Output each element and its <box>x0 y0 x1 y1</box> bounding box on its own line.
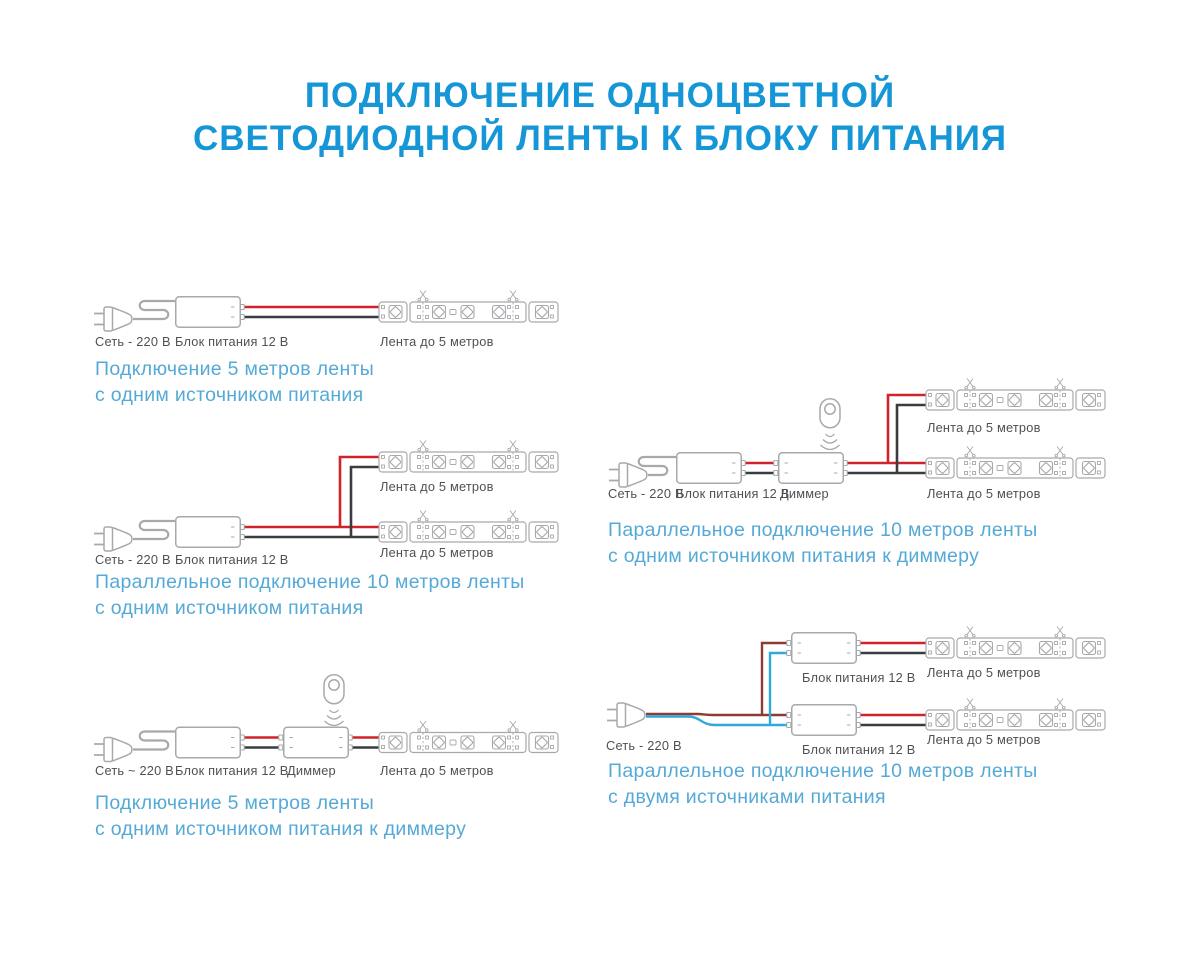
caption-d2-line1: Параллельное подключение 10 метров ленты <box>95 571 525 593</box>
label-strip-bottom: Лента до 5 метров <box>927 486 1041 501</box>
label-dimmer: Диммер <box>780 486 829 501</box>
diagram-4 <box>608 379 1105 568</box>
label-strip-bottom: Лента до 5 метров <box>380 545 494 560</box>
wire-dark-red <box>646 643 787 715</box>
plug-cord <box>133 301 175 319</box>
remote-control-icon <box>324 675 344 726</box>
label-dimmer: Диммер <box>287 763 336 778</box>
plug-cord <box>639 457 676 475</box>
label-psu: Блок питания 12 В <box>676 486 790 501</box>
diagram-5 <box>606 627 1105 809</box>
power-supply-box <box>176 297 245 328</box>
led-strip-bottom <box>926 447 1105 479</box>
power-supply-box <box>176 517 245 548</box>
power-plug-icon <box>94 738 132 762</box>
label-psu: Блок питания 12 В <box>175 334 289 349</box>
label-psu-top: Блок питания 12 В <box>802 670 916 685</box>
plug-cord <box>133 732 175 750</box>
caption-d5-line1: Параллельное подключение 10 метров ленты <box>608 760 1038 782</box>
label-net: Сеть - 220 В <box>95 552 171 567</box>
remote-control-icon <box>820 399 840 450</box>
power-supply-box-bottom <box>787 705 861 736</box>
caption-d5-line2: с двумя источниками питания <box>608 786 886 808</box>
caption-d3-line2: с одним источником питания к диммеру <box>95 818 467 840</box>
page-title-line-1: ПОДКЛЮЧЕНИЕ ОДНОЦВЕТНОЙ <box>304 76 896 115</box>
label-strip-bottom: Лента до 5 метров <box>927 732 1041 747</box>
diagram-1 <box>94 291 558 407</box>
label-psu: Блок питания 12 В <box>175 763 289 778</box>
caption-d4-line1: Параллельное подключение 10 метров ленты <box>608 519 1038 541</box>
label-net: Сеть - 220 В <box>608 486 684 501</box>
led-strip <box>379 291 558 323</box>
power-plug-icon <box>94 527 132 551</box>
power-supply-box <box>677 453 746 484</box>
power-supply-box <box>176 727 245 758</box>
label-strip: Лента до 5 метров <box>380 763 494 778</box>
label-strip-top: Лента до 5 метров <box>927 665 1041 680</box>
led-strip-bottom <box>379 511 558 543</box>
diagram-2 <box>94 441 558 620</box>
label-strip: Лента до 5 метров <box>380 334 494 349</box>
caption-d3-line1: Подключение 5 метров ленты <box>95 792 375 814</box>
led-strip-top <box>926 627 1105 659</box>
dimmer-box <box>774 453 848 484</box>
label-net: Сеть ~ 220 В <box>95 763 174 778</box>
diagram-3 <box>94 675 558 840</box>
caption-d4-line2: с одним источником питания к диммеру <box>608 545 980 567</box>
caption-d1-line2: с одним источником питания <box>95 384 364 406</box>
led-strip-top <box>379 441 558 473</box>
power-plug-icon <box>607 703 645 727</box>
led-strip <box>379 721 558 753</box>
label-psu: Блок питания 12 В <box>175 552 289 567</box>
power-supply-box-top <box>787 633 861 664</box>
caption-d1-line1: Подключение 5 метров ленты <box>95 358 375 380</box>
plug-cord <box>133 521 175 539</box>
label-strip-top: Лента до 5 метров <box>927 420 1041 435</box>
label-strip-top: Лента до 5 метров <box>380 479 494 494</box>
label-net: Сеть - 220 В <box>95 334 171 349</box>
dimmer-box <box>279 727 353 758</box>
caption-d2-line2: с одним источником питания <box>95 597 364 619</box>
page-title-line-2: СВЕТОДИОДНОЙ ЛЕНТЫ К БЛОКУ ПИТАНИЯ <box>192 119 1008 158</box>
power-plug-icon <box>94 307 132 331</box>
led-strip-top <box>926 379 1105 411</box>
label-net: Сеть - 220 В <box>606 738 682 753</box>
label-psu-bottom: Блок питания 12 В <box>802 742 916 757</box>
led-strip-bottom <box>926 699 1105 731</box>
